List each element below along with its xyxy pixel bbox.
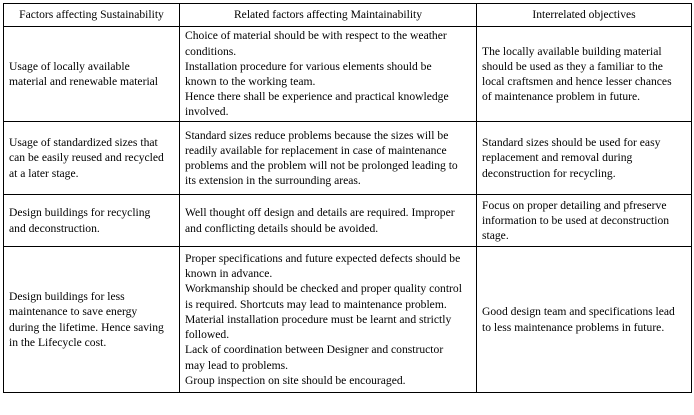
related-cell — [180, 247, 477, 393]
cell-line: material and renewable material — [9, 75, 159, 88]
cell-line: Lack of coordination between Designer and constructor — [185, 343, 444, 357]
cell-line: readily available for replacement in case of maintenance — [185, 143, 447, 157]
objective-cell — [477, 122, 692, 195]
cell-line: information to be used at deconstruction — [482, 213, 670, 227]
cell-line: conditions. — [185, 44, 237, 58]
cell-line: Design buildings for recycling — [9, 206, 151, 220]
factor-cell — [4, 195, 180, 247]
objective-cell — [477, 247, 692, 393]
header-interrelated-objectives: Interrelated objectives — [477, 4, 692, 27]
cell-line: Material installation procedure must be learnt and strictly — [185, 312, 452, 326]
objective-cell — [477, 27, 692, 122]
cell-line: problems and the problem will not be prolonged leading to — [185, 159, 458, 172]
cell-line: Choice of material should be with respect to the weather — [185, 29, 447, 43]
cell-line: Focus on proper detailing and pfreserve — [482, 198, 667, 212]
cell-line: Usage of locally available — [9, 59, 130, 73]
cell-line: Group inspection on site should be encouraged. — [185, 373, 406, 387]
cell-line: can be easily reused and recycled — [9, 151, 164, 165]
cell-line: and conflicting details should be avoided. — [185, 221, 379, 235]
cell-line: involved. — [185, 105, 229, 119]
cell-line: Usage of standardized sizes that — [9, 136, 158, 150]
cell-line: Standard sizes reduce problems because the sizes will be — [185, 128, 449, 142]
cell-line: during the lifetime. Hence saving — [9, 320, 164, 334]
cell-line: in the Lifecycle cost. — [9, 335, 107, 349]
cell-line: Good design team and specifications lead — [482, 305, 675, 319]
factor-cell — [4, 27, 180, 122]
cell-line: Workmanship should be checked and proper quality control — [185, 282, 462, 296]
cell-line: Installation procedure for various elements should be — [185, 59, 432, 73]
table-row — [4, 195, 692, 247]
cell-line: its extension in the surrounding areas. — [185, 174, 361, 188]
related-cell — [180, 195, 477, 247]
header-factors-sustainability: Factors affecting Sustainability — [4, 4, 180, 27]
cell-line: should be used as they a familiar to the — [482, 59, 663, 73]
cell-line: is required. Shortcuts may lead to maintenance problem. — [185, 297, 447, 311]
cell-line: to less maintenance problems in future. — [482, 320, 665, 334]
related-cell — [180, 27, 477, 122]
header-row — [4, 4, 692, 27]
cell-line: may lead to problems. — [185, 358, 289, 372]
cell-line: known to the working team. — [185, 75, 316, 88]
cell-line: at a later stage. — [9, 166, 79, 180]
cell-line: maintenance to save energy — [9, 305, 138, 319]
cell-line: replacement and removal during — [482, 151, 633, 165]
cell-line: Standard sizes should be used for easy — [482, 136, 661, 150]
cell-line: and deconstruction. — [9, 221, 100, 235]
related-cell — [180, 122, 477, 195]
factor-cell — [4, 122, 180, 195]
cell-line: Hence there shall be experience and practical knowledge — [185, 90, 449, 104]
objective-cell — [477, 195, 692, 247]
cell-line: local craftsmen and hence lesser chances — [482, 75, 672, 88]
cell-line: Design buildings for less — [9, 290, 125, 304]
table-row — [4, 122, 692, 195]
cell-line: known in advance. — [185, 267, 273, 281]
cell-line: Well thought off design and details are required. Improper — [185, 206, 455, 220]
factor-cell — [4, 247, 180, 393]
cell-line: followed. — [185, 328, 230, 342]
table-row — [4, 247, 692, 393]
cell-line: deconstruction for recycling. — [482, 166, 616, 180]
header-related-maintainability: Related factors affecting Maintainability — [180, 4, 477, 27]
table-row — [4, 27, 692, 122]
sustainability-maintainability-table — [3, 3, 692, 393]
cell-line: The locally available building material — [482, 44, 662, 58]
cell-line: Proper specifications and future expected defects should be — [185, 252, 461, 266]
cell-line: stage. — [482, 229, 509, 243]
cell-line: of maintenance problem in future. — [482, 90, 641, 104]
